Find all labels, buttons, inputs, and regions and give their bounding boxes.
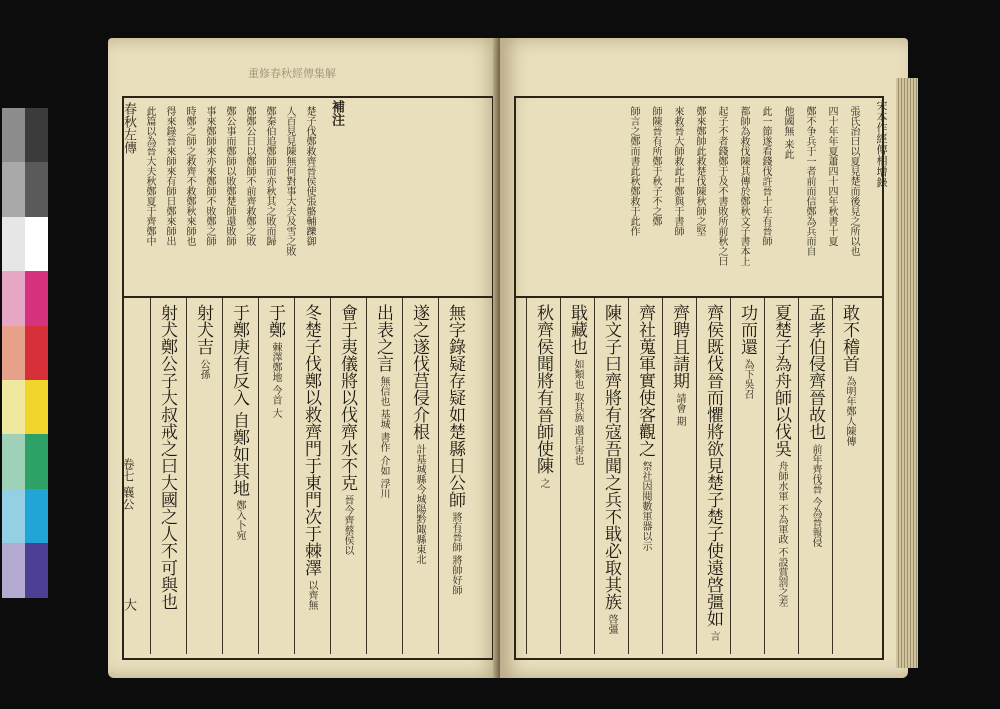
upper-note-line: 人百見見陳無何對事大夫及雪之敗: [284, 106, 295, 256]
main-text: 陳文子曰齊將有寇吾聞之兵不戢必取其族: [601, 304, 621, 610]
column-rule: [832, 298, 833, 654]
commentary-text: 晉今齊蔡侯以: [342, 495, 353, 555]
text-column: [194, 304, 211, 650]
color-calibration-chart: [2, 108, 48, 598]
upper-note-line: 鄭公事而鄭師以敗鄭楚師還敗師: [224, 106, 235, 246]
right-page-divider: [514, 296, 882, 298]
column-rule: [764, 298, 765, 654]
main-text: 射犬吉: [193, 304, 213, 355]
left-header-faint: 重修春秋經傳集解: [248, 67, 336, 80]
color-patch: [2, 489, 25, 543]
main-text: 射犬鄭公子大叔戒之曰大國之人不可與也: [157, 304, 177, 610]
upper-note-line: 鄭秦伯追鄭師而亦秋其之敗而歸: [264, 106, 275, 246]
color-patch-row: [2, 271, 48, 325]
commentary-text: 公孫: [198, 359, 209, 379]
color-patch: [25, 162, 48, 216]
color-patch: [25, 380, 48, 434]
color-patch-row: [2, 217, 48, 271]
upper-note-line: 來救晉大師救此中鄭與于書師: [672, 106, 683, 236]
text-column: [602, 304, 619, 650]
upper-note-line: 得來錄晉來師來有師日鄭來師出: [164, 106, 175, 246]
main-text: 冬楚子伐鄭以救齊門于東門次于棘澤: [301, 304, 321, 576]
text-column: [636, 304, 653, 650]
main-text: 孟孝伯侵齊晉故也: [805, 304, 825, 440]
column-rule: [696, 298, 697, 654]
page-edges: [896, 78, 918, 668]
color-patch-row: [2, 162, 48, 216]
color-patch-row: [2, 108, 48, 162]
column-rule: [560, 298, 561, 654]
text-column: [806, 304, 823, 650]
commentary-text: 言: [708, 631, 719, 641]
main-text: 戢藏也: [567, 304, 587, 355]
text-column: [534, 304, 551, 650]
main-text: 出表之言: [373, 304, 393, 372]
commentary-text: 計基城縣今城陽黔陬縣東北: [414, 444, 425, 564]
column-rule: [526, 298, 527, 654]
main-text: 于鄭: [265, 304, 285, 338]
main-text: 無字錄疑存疑如楚縣日公師: [445, 304, 465, 508]
text-column: [446, 304, 463, 650]
upper-note-line: 此一節遂看錢伐許晉十年有晉師: [760, 106, 771, 246]
upper-note-line: 時鄭之師之救齊不救鄭秋來師也: [184, 106, 195, 246]
text-column: [568, 304, 585, 650]
text-column: [738, 304, 755, 650]
text-column: [840, 304, 857, 650]
text-column: [230, 304, 247, 650]
color-patch-row: [2, 380, 48, 434]
commentary-text: 為明年鄭人陳傳: [844, 376, 855, 446]
main-text: 敢不稽首: [839, 304, 859, 372]
open-book: [108, 38, 908, 678]
main-text: 齊社蒐軍實使客觀之: [635, 304, 655, 457]
column-rule: [150, 298, 151, 654]
upper-note-line: 鄭鄭公日以鄭師不前齊救鄭之敗: [244, 106, 255, 246]
commentary-text: 請會 期: [674, 393, 685, 427]
commentary-text: 舟師水軍 不為軍政 不設賞罰之差: [776, 461, 787, 608]
upper-note-line: 四十年年夏蕭四十四年秋書十夏: [826, 106, 837, 246]
column-rule: [258, 298, 259, 654]
color-patch: [25, 434, 48, 488]
color-patch-row: [2, 434, 48, 488]
color-patch-row: [2, 326, 48, 380]
column-rule: [222, 298, 223, 654]
commentary-text: 之: [538, 478, 549, 488]
color-patch: [2, 162, 25, 216]
main-text: 夏楚子為舟師以伐吳: [771, 304, 791, 457]
main-text: 遂之遂伐莒侵介根: [409, 304, 429, 440]
color-patch: [25, 271, 48, 325]
column-rule: [438, 298, 439, 654]
color-patch: [2, 217, 25, 271]
upper-note-line: 此篇以為晉大夫秋鄭夏于齊鄭中: [144, 106, 155, 246]
upper-note-line: 他國無 来此: [782, 106, 793, 160]
color-patch-row: [2, 489, 48, 543]
commentary-text: 前年齊伐晉 今為晉報侵: [810, 444, 821, 548]
commentary-text: 將有晉師 將帥好師: [450, 512, 461, 596]
commentary-text: 如類也 取其族 還自害也: [572, 359, 583, 466]
main-text: 功而還: [737, 304, 757, 355]
commentary-text: 以齊無: [306, 580, 317, 610]
color-patch-row: [2, 543, 48, 597]
left-page-divider: [122, 296, 492, 298]
upper-note-line: 張氏治曰以夏見楚而後見之所以也: [848, 106, 859, 256]
commentary-text: 祭社因閱數軍器以示: [640, 461, 651, 551]
column-rule: [330, 298, 331, 654]
column-rule: [186, 298, 187, 654]
column-rule: [798, 298, 799, 654]
upper-note-line: 鄭來鄭帥此救楚伐陳秋師之堅: [694, 106, 705, 236]
text-column: [410, 304, 427, 650]
upper-heading: 補注: [329, 100, 344, 126]
margin-label: 春秋左傳: [121, 102, 136, 154]
upper-note-line: 師言之鄭而書此秋鄭救于此作: [628, 106, 639, 236]
commentary-text: 無信也 基城 書作 介如 浮川: [378, 376, 389, 499]
color-patch: [2, 108, 25, 162]
margin-page-number: 大: [121, 598, 136, 611]
commentary-text: 啓彊: [606, 614, 617, 634]
color-patch: [25, 108, 48, 162]
color-patch: [2, 326, 25, 380]
upper-note-line: 事來鄭師來亦來鄭師不敗鄭之師: [204, 106, 215, 246]
column-rule: [366, 298, 367, 654]
color-patch: [25, 543, 48, 597]
color-patch: [25, 489, 48, 543]
text-column: [704, 304, 721, 650]
column-rule: [594, 298, 595, 654]
commentary-text: 鄭入卜宛: [234, 500, 245, 541]
text-column: [772, 304, 789, 650]
right-top-note: 宋本作經傳相增錄: [875, 100, 888, 188]
text-column: [670, 304, 687, 650]
upper-note-line: 鄭不争兵于一者前而信鄭為兵而自: [804, 106, 815, 256]
commentary-text: 棘澤鄭地 今首 大: [270, 342, 281, 419]
left-page: [108, 38, 500, 678]
column-rule: [662, 298, 663, 654]
text-column: [158, 304, 175, 650]
main-text: 秋齊侯聞將有晉師使陳: [533, 304, 553, 474]
color-patch: [2, 543, 25, 597]
color-patch: [2, 434, 25, 488]
main-text: 于鄭庚有反入 自鄭如其地: [229, 304, 249, 497]
column-rule: [730, 298, 731, 654]
color-patch: [2, 380, 25, 434]
column-rule: [402, 298, 403, 654]
main-text: 齊聘且請期: [669, 304, 689, 389]
commentary-text: 為下吳召: [742, 359, 753, 399]
color-patch: [25, 326, 48, 380]
main-text: 齊侯既伐晉而懼將欲見楚子楚子使遠啓彊如: [703, 304, 723, 627]
upper-note-line: 起子不者錢鄭于及不書敗所前秋之曰: [716, 106, 727, 266]
upper-note-line: 楚子伐鄭救齊晉侯使張骼輔躒御: [304, 106, 315, 246]
right-page: [500, 38, 908, 678]
upper-note-line: 都帥為救伐陳其傳於鄭秋文子書本上: [738, 106, 749, 266]
text-column: [266, 304, 283, 650]
color-patch: [25, 217, 48, 271]
column-rule: [628, 298, 629, 654]
column-rule: [294, 298, 295, 654]
text-column: [374, 304, 391, 650]
main-text: 會于夷儀將以伐齊水不克: [337, 304, 357, 491]
text-column: [302, 304, 319, 650]
color-patch: [2, 271, 25, 325]
upper-note-line: 師陳晉有所鄭于秋子不之鄭: [650, 106, 661, 226]
text-column: [338, 304, 355, 650]
margin-volume: 卷七 襄公: [121, 458, 135, 510]
